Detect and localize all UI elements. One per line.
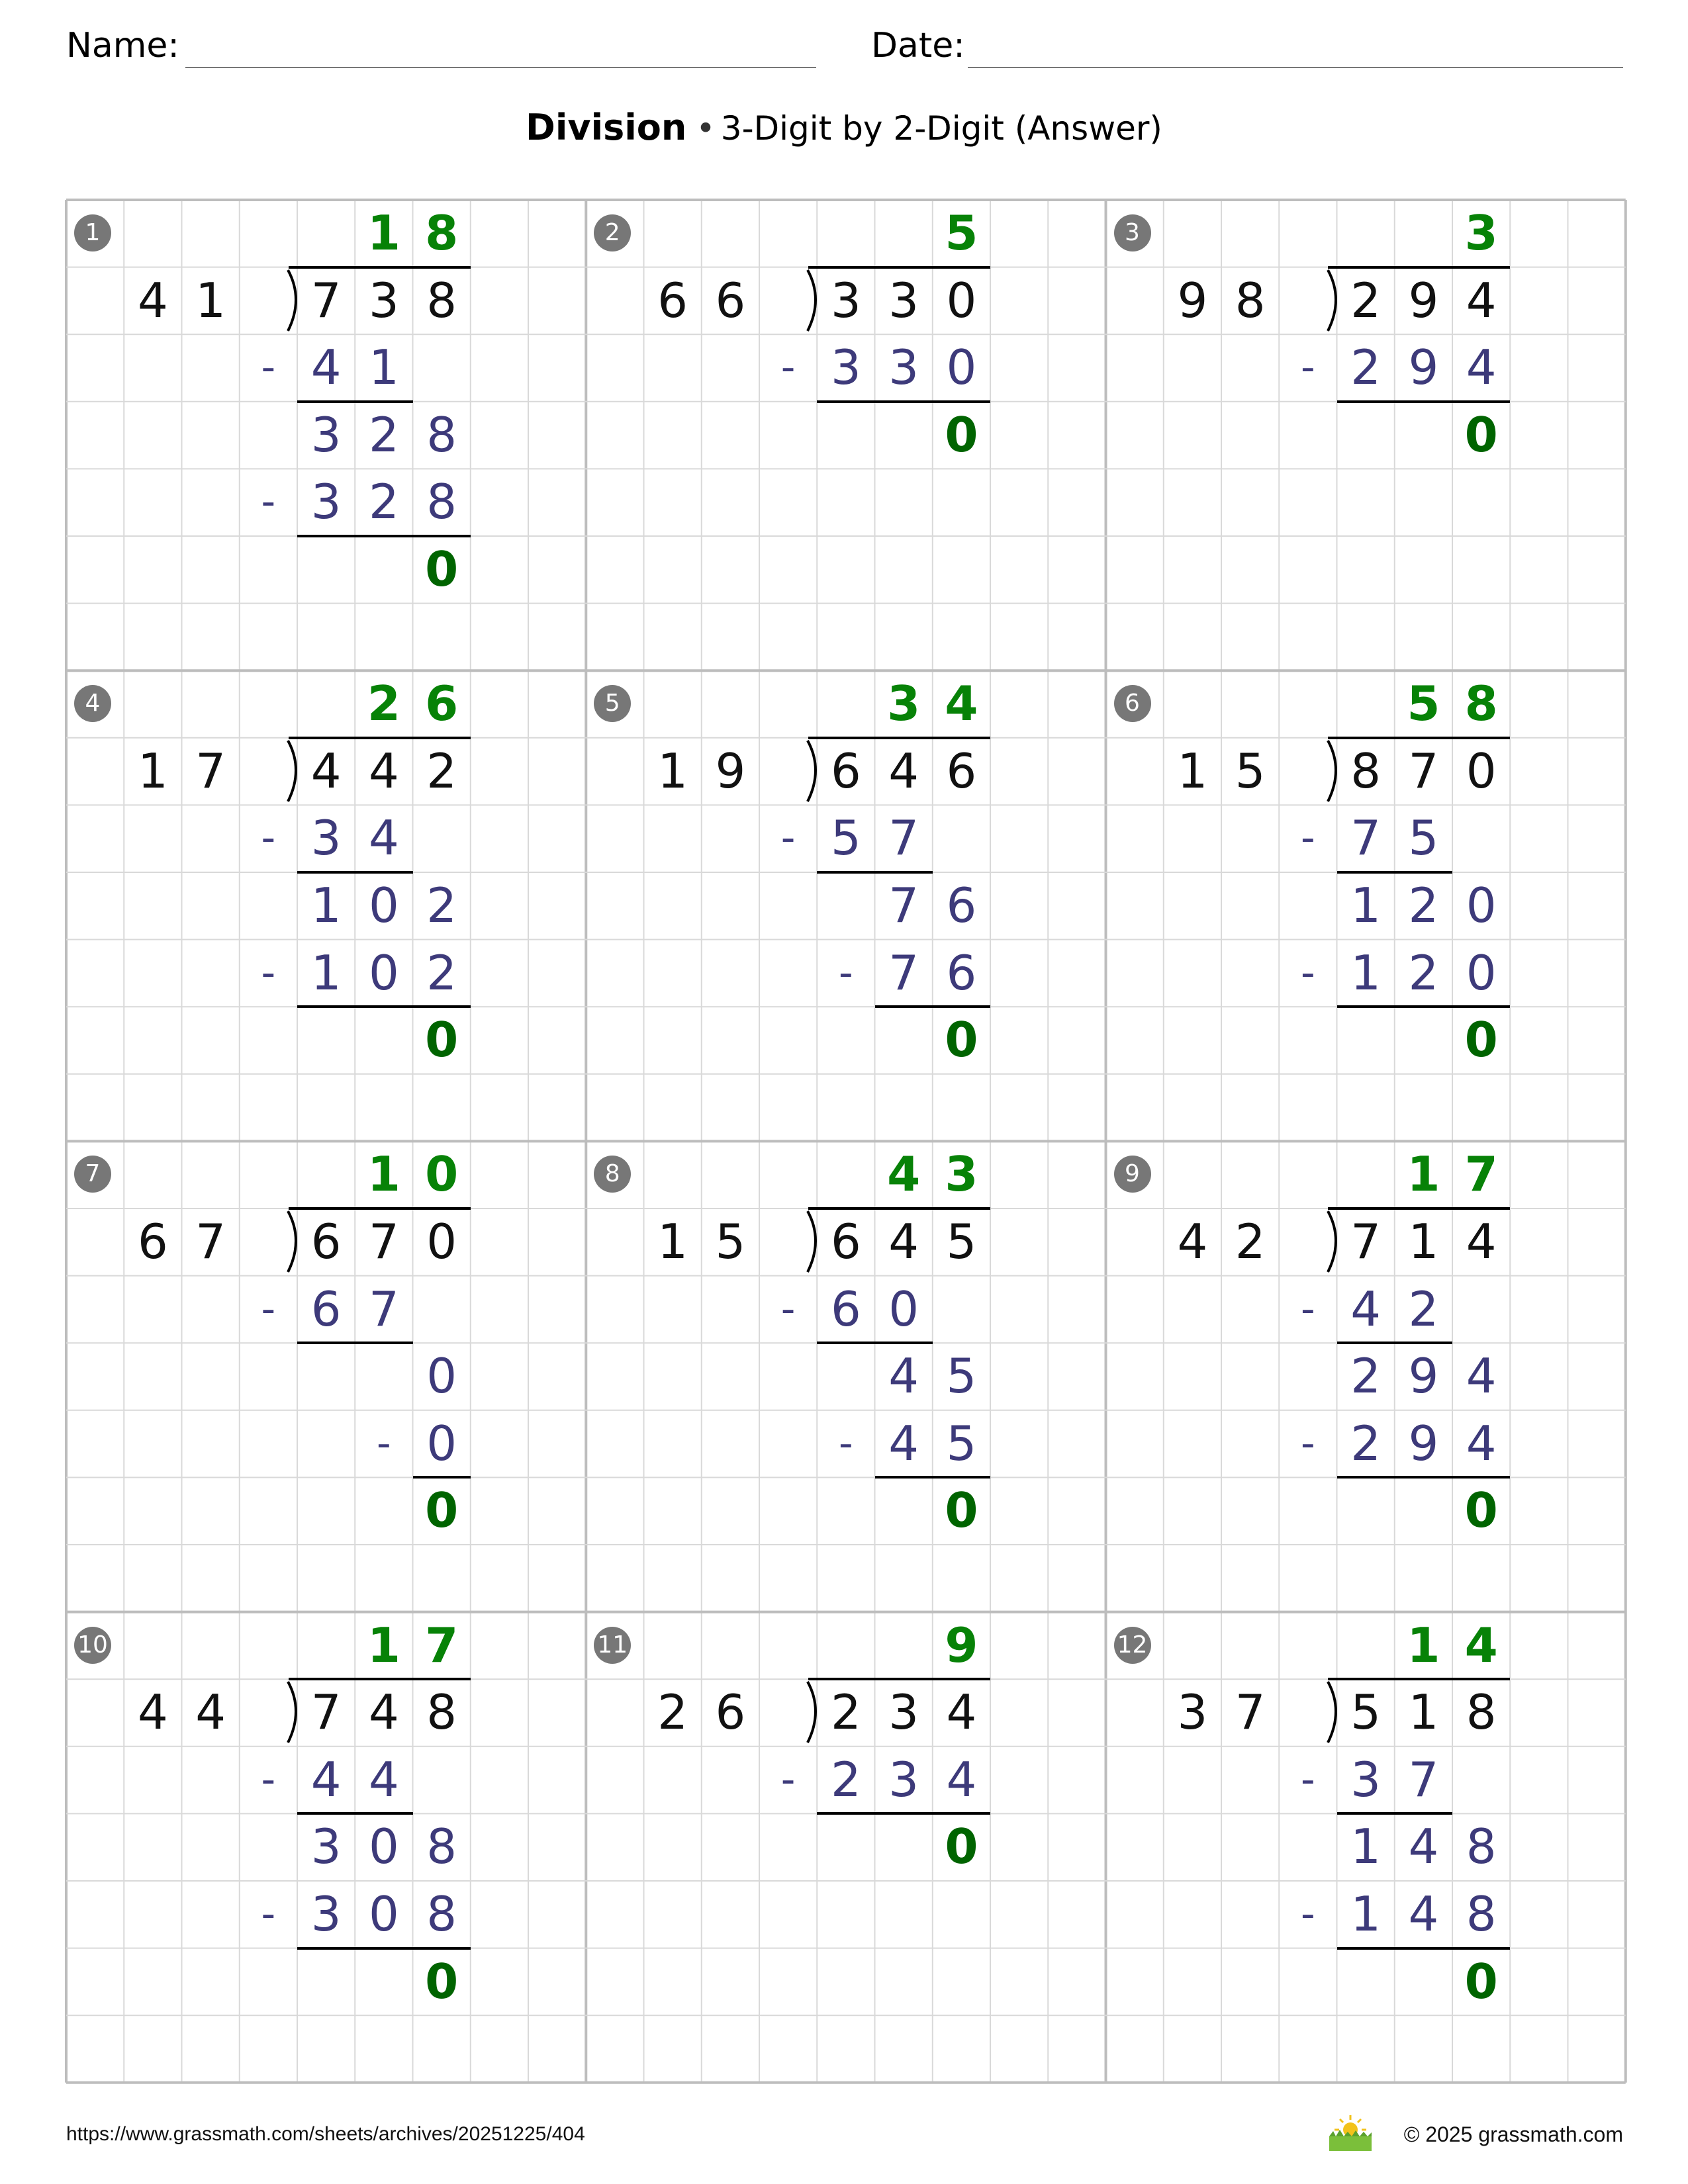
- partial-dividend-digit: 1: [1350, 878, 1382, 933]
- divisor-digit: 2: [1235, 1214, 1266, 1269]
- subtrahend-digit: 8: [426, 1886, 457, 1942]
- minus-sign: -: [839, 949, 853, 996]
- dividend-digit: 2: [1350, 272, 1382, 328]
- title-subtitle: 3-Digit by 2-Digit (Answer): [720, 109, 1162, 148]
- dividend-digit: 1: [1408, 1684, 1439, 1741]
- dividend-digit: 8: [426, 1684, 457, 1741]
- quotient-digit: 2: [367, 676, 400, 732]
- partial-dividend-digit: 1: [310, 878, 342, 933]
- partial-dividend-digit: 2: [426, 878, 457, 933]
- subtrahend-digit: 2: [830, 1751, 861, 1807]
- remainder-digit: 0: [425, 1953, 459, 2009]
- minus-sign: -: [1301, 1756, 1315, 1803]
- date-label: Date:: [871, 26, 965, 66]
- minus-sign: -: [839, 1420, 853, 1467]
- dividend-digit: 0: [946, 272, 977, 328]
- remainder-digit: 0: [945, 406, 978, 463]
- subtrahend-digit: 9: [1408, 1415, 1439, 1471]
- problem-number-badge: 1: [74, 214, 111, 251]
- dividend-digit: 2: [426, 743, 457, 799]
- quotient-digit: 3: [887, 676, 921, 732]
- divisor-digit: 8: [1235, 272, 1266, 328]
- footer-url: https://www.grassmath.com/sheets/archives/20251225/404: [66, 2123, 585, 2145]
- problem-number-badge: 12: [1114, 1627, 1151, 1664]
- subtrahend-digit: 1: [310, 944, 342, 1001]
- subtrahend-digit: 0: [888, 1281, 919, 1337]
- minus-sign: -: [780, 815, 796, 862]
- remainder-digit: 0: [425, 541, 459, 597]
- subtrahend-digit: 3: [888, 340, 919, 396]
- problem-number-badge: 10: [74, 1627, 111, 1664]
- footer-copyright: © 2025 grassmath.com: [1403, 2122, 1623, 2146]
- problem-number-badge: 9: [1114, 1156, 1151, 1193]
- divisor-digit: 6: [137, 1214, 168, 1269]
- problem-number-badge: 4: [74, 685, 111, 722]
- divisor-digit: 7: [1235, 1684, 1266, 1741]
- remainder-digit: 0: [1464, 1953, 1498, 2009]
- dividend-digit: 7: [310, 272, 342, 328]
- divisor-digit: 9: [715, 743, 746, 799]
- dividend-digit: 4: [1466, 272, 1497, 328]
- partial-dividend-digit: 6: [946, 878, 977, 933]
- dividend-digit: 0: [1466, 743, 1497, 799]
- minus-sign: -: [1301, 815, 1315, 862]
- subtrahend-digit: 2: [1408, 944, 1439, 1001]
- partial-dividend-digit: 5: [946, 1348, 977, 1404]
- subtrahend-digit: 4: [310, 340, 342, 396]
- subtrahend-digit: 3: [1350, 1751, 1382, 1807]
- problem-number-badge: 11: [594, 1627, 631, 1664]
- subtrahend-digit: 2: [1350, 1415, 1382, 1471]
- minus-sign: -: [780, 1285, 796, 1332]
- divisor-digit: 6: [715, 1684, 746, 1741]
- grass-sun-logo-icon: [1327, 2110, 1374, 2152]
- subtrahend-digit: 0: [368, 944, 399, 1001]
- quotient-digit: 4: [945, 676, 978, 732]
- dividend-digit: 6: [310, 1214, 342, 1269]
- subtrahend-digit: 7: [1350, 810, 1382, 866]
- subtrahend-digit: 4: [1350, 1281, 1382, 1337]
- remainder-digit: 0: [1464, 1012, 1498, 1068]
- problem-number-badge: 5: [594, 685, 631, 722]
- subtrahend-digit: 7: [368, 1281, 399, 1337]
- subtrahend-digit: 4: [310, 1751, 342, 1807]
- subtrahend-digit: 3: [888, 1751, 919, 1807]
- partial-dividend-digit: 2: [368, 406, 399, 463]
- subtrahend-digit: 4: [368, 1751, 399, 1807]
- dividend-digit: 4: [888, 1214, 919, 1269]
- quotient-digit: 1: [1407, 1146, 1440, 1203]
- remainder-digit: 0: [1464, 406, 1498, 463]
- subtrahend-digit: 5: [830, 810, 861, 866]
- partial-dividend-digit: 2: [1408, 878, 1439, 933]
- dividend-digit: 9: [1408, 272, 1439, 328]
- subtrahend-digit: 0: [368, 1886, 399, 1942]
- subtrahend-digit: 2: [1350, 340, 1382, 396]
- name-label: Name:: [66, 26, 179, 66]
- partial-dividend-digit: 3: [310, 1819, 342, 1875]
- remainder-digit: 0: [945, 1012, 978, 1068]
- minus-sign: -: [377, 1420, 391, 1467]
- partial-dividend-digit: 1: [1350, 1819, 1382, 1875]
- divisor-digit: 1: [657, 1214, 688, 1269]
- subtrahend-digit: 1: [1350, 1886, 1382, 1942]
- subtrahend-digit: 4: [946, 1751, 977, 1807]
- remainder-digit: 0: [1464, 1482, 1498, 1539]
- problem-number-badge: 3: [1114, 214, 1151, 251]
- divisor-digit: 6: [715, 272, 746, 328]
- minus-sign: -: [1301, 1891, 1315, 1937]
- divisor-digit: 9: [1177, 272, 1208, 328]
- subtrahend-digit: 1: [1350, 944, 1382, 1001]
- divisor-digit: 1: [1177, 743, 1208, 799]
- quotient-digit: 5: [945, 205, 978, 261]
- quotient-digit: 1: [1407, 1617, 1440, 1673]
- quotient-digit: 4: [1464, 1617, 1498, 1673]
- subtrahend-digit: 6: [946, 944, 977, 1001]
- divisor-digit: 1: [657, 743, 688, 799]
- minus-sign: -: [261, 1756, 276, 1803]
- subtrahend-digit: 3: [310, 1886, 342, 1942]
- subtraction-line: [297, 1342, 413, 1344]
- subtrahend-digit: 0: [426, 1415, 457, 1471]
- dividend-digit: 7: [310, 1684, 342, 1741]
- partial-dividend-digit: 4: [1408, 1819, 1439, 1875]
- subtrahend-digit: 1: [368, 340, 399, 396]
- dividend-digit: 2: [830, 1684, 861, 1741]
- quotient-digit: 3: [1464, 205, 1498, 261]
- dividend-digit: 5: [1350, 1684, 1382, 1741]
- partial-dividend-digit: 8: [1466, 1819, 1497, 1875]
- dividend-digit: 3: [830, 272, 861, 328]
- minus-sign: -: [780, 1756, 796, 1803]
- dividend-digit: 3: [888, 1684, 919, 1741]
- minus-sign: -: [780, 344, 796, 391]
- partial-dividend-digit: 4: [1466, 1348, 1497, 1404]
- dividend-digit: 4: [888, 743, 919, 799]
- dividend-digit: 4: [946, 1684, 977, 1741]
- subtrahend-digit: 2: [368, 474, 399, 530]
- subtrahend-digit: 2: [1408, 1281, 1439, 1337]
- dividend-digit: 7: [1408, 743, 1439, 799]
- quotient-digit: 9: [945, 1617, 978, 1673]
- remainder-digit: 0: [425, 1012, 459, 1068]
- subtrahend-digit: 5: [1408, 810, 1439, 866]
- dividend-digit: 6: [830, 743, 861, 799]
- minus-sign: -: [1301, 949, 1315, 996]
- divisor-digit: 5: [1235, 743, 1266, 799]
- subtrahend-digit: 4: [368, 810, 399, 866]
- subtrahend-digit: 7: [888, 944, 919, 1001]
- remainder-digit: 0: [945, 1819, 978, 1875]
- dividend-digit: 6: [946, 743, 977, 799]
- subtrahend-digit: 3: [310, 810, 342, 866]
- divisor-digit: 6: [657, 272, 688, 328]
- divisor-digit: 1: [137, 743, 168, 799]
- subtrahend-digit: 7: [888, 810, 919, 866]
- divisor-digit: 7: [195, 743, 226, 799]
- divisor-digit: 7: [195, 1214, 226, 1269]
- dividend-digit: 8: [1350, 743, 1382, 799]
- quotient-digit: 8: [1464, 676, 1498, 732]
- divisor-digit: 4: [137, 272, 168, 328]
- quotient-digit: 1: [367, 205, 400, 261]
- minus-sign: -: [261, 1285, 276, 1332]
- minus-sign: -: [1301, 1285, 1315, 1332]
- dividend-digit: 1: [1408, 1214, 1439, 1269]
- dividend-digit: 6: [830, 1214, 861, 1269]
- subtrahend-digit: 4: [1466, 340, 1497, 396]
- minus-sign: -: [261, 949, 276, 996]
- divisor-digit: 2: [657, 1684, 688, 1741]
- dividend-digit: 3: [888, 272, 919, 328]
- partial-dividend-digit: 4: [888, 1348, 919, 1404]
- subtrahend-digit: 0: [946, 340, 977, 396]
- minus-sign: -: [261, 344, 276, 391]
- partial-dividend-digit: 0: [1466, 878, 1497, 933]
- subtrahend-digit: 6: [310, 1281, 342, 1337]
- subtrahend-digit: 4: [1466, 1415, 1497, 1471]
- dividend-digit: 5: [946, 1214, 977, 1269]
- quotient-digit: 4: [887, 1146, 921, 1203]
- remainder-digit: 0: [425, 1482, 459, 1539]
- quotient-digit: 5: [1407, 676, 1440, 732]
- partial-dividend-digit: 3: [310, 406, 342, 463]
- partial-dividend-digit: 0: [368, 878, 399, 933]
- quotient-digit: 6: [425, 676, 459, 732]
- problem-number-badge: 7: [74, 1156, 111, 1193]
- divisor-digit: 1: [195, 272, 226, 328]
- minus-sign: -: [261, 478, 276, 525]
- quotient-digit: 7: [1464, 1146, 1498, 1203]
- title-separator: •: [696, 109, 716, 148]
- quotient-digit: 0: [425, 1146, 459, 1203]
- dividend-digit: 8: [426, 272, 457, 328]
- divisor-digit: 4: [195, 1684, 226, 1741]
- dividend-digit: 4: [368, 1684, 399, 1741]
- problem-number-badge: 6: [1114, 685, 1151, 722]
- quotient-digit: 8: [425, 205, 459, 261]
- partial-dividend-digit: 8: [426, 406, 457, 463]
- subtrahend-digit: 4: [1408, 1886, 1439, 1942]
- remainder-digit: 0: [945, 1482, 978, 1539]
- dividend-digit: 4: [310, 743, 342, 799]
- subtrahend-digit: 8: [426, 474, 457, 530]
- dividend-digit: 7: [1350, 1214, 1382, 1269]
- dividend-digit: 4: [368, 743, 399, 799]
- divisor-digit: 5: [715, 1214, 746, 1269]
- problem-number-badge: 2: [594, 214, 631, 251]
- divisor-digit: 3: [1177, 1684, 1208, 1741]
- minus-sign: -: [261, 1891, 276, 1937]
- dividend-digit: 4: [1466, 1214, 1497, 1269]
- subtrahend-digit: 7: [1408, 1751, 1439, 1807]
- quotient-digit: 3: [945, 1146, 978, 1203]
- subtrahend-digit: 8: [1466, 1886, 1497, 1942]
- partial-dividend-digit: 2: [1350, 1348, 1382, 1404]
- subtrahend-digit: 9: [1408, 340, 1439, 396]
- partial-dividend-digit: 0: [368, 1819, 399, 1875]
- subtrahend-digit: 3: [310, 474, 342, 530]
- dividend-digit: 0: [426, 1214, 457, 1269]
- subtrahend-digit: 4: [888, 1415, 919, 1471]
- subtrahend-digit: 6: [830, 1281, 861, 1337]
- dividend-digit: 7: [368, 1214, 399, 1269]
- partial-dividend-digit: 0: [426, 1348, 457, 1404]
- quotient-digit: 7: [425, 1617, 459, 1673]
- partial-dividend-digit: 9: [1408, 1348, 1439, 1404]
- title-main: Division: [526, 107, 687, 148]
- problem-number-badge: 8: [594, 1156, 631, 1193]
- divisor-digit: 4: [137, 1684, 168, 1741]
- subtrahend-digit: 5: [946, 1415, 977, 1471]
- minus-sign: -: [1301, 344, 1315, 391]
- divisor-digit: 4: [1177, 1214, 1208, 1269]
- partial-dividend-digit: 8: [426, 1819, 457, 1875]
- quotient-digit: 1: [367, 1617, 400, 1673]
- subtrahend-digit: 2: [426, 944, 457, 1001]
- quotient-digit: 1: [367, 1146, 400, 1203]
- subtrahend-digit: 0: [1466, 944, 1497, 1001]
- minus-sign: -: [261, 815, 276, 862]
- dividend-digit: 8: [1466, 1684, 1497, 1741]
- partial-dividend-digit: 7: [888, 878, 919, 933]
- subtrahend-digit: 3: [830, 340, 861, 396]
- minus-sign: -: [1301, 1420, 1315, 1467]
- dividend-digit: 3: [368, 272, 399, 328]
